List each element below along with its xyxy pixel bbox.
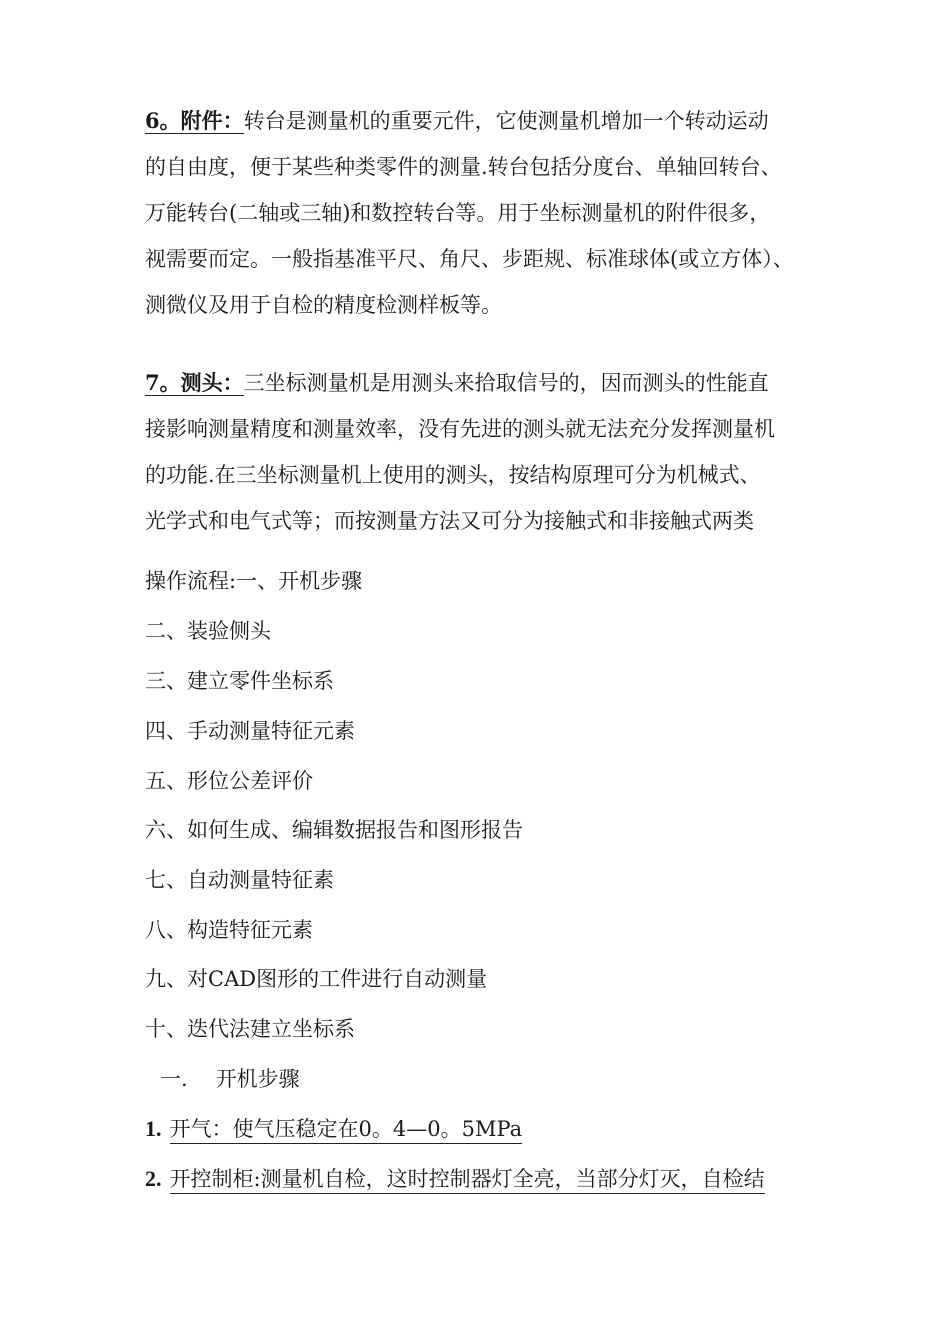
section-7-line-2: 接影响测量精度和测量效率，没有先进的测头就无法充分发挥测量机 (145, 417, 775, 441)
flow-item: 三、建立零件坐标系 (145, 669, 334, 693)
section-6-line-2: 的自由度，便于某些种类零件的测量.转台包括分度台、单轴回转台、 (145, 155, 782, 179)
step-item (145, 1164, 765, 1194)
section-6-paragraph (145, 98, 815, 328)
step-number: 1. (145, 1116, 162, 1141)
startup-heading (160, 1064, 300, 1094)
step-text: 开气：使气压稳定在0。4—0。5MPa (170, 1117, 523, 1144)
flow-title: 操作流程:一、开机步骤 (145, 569, 363, 593)
section-6-line-3: 万能转台(二轴或三轴)和数控转台等。用于坐标测量机的附件很多， (145, 201, 771, 225)
flow-item: 五、形位公差评价 (145, 769, 313, 793)
flow-item: 二、装验侧头 (145, 619, 271, 643)
flow-item: 四、手动测量特征元素 (145, 719, 355, 743)
flow-item: 八、构造特征元素 (145, 918, 313, 942)
flow-item: 七、自动测量特征素 (145, 868, 334, 892)
section-6-line-4: 视需要而定。一般指基准平尺、角尺、步距规、标准球体(或立方体）、 (145, 247, 794, 271)
section-6-lead: 6。附件： (145, 108, 244, 133)
step-text: 开控制柜:测量机自检，这时控制器灯全亮，当部分灯灭，自检结 (170, 1167, 765, 1194)
flow-item: 六、如何生成、编辑数据报告和图形报告 (145, 818, 523, 842)
section-7-line-3: 的功能.在三坐标测量机上使用的测头，按结构原理可分为机械式、 (145, 463, 761, 487)
section-6-text: 转台是测量机的重要元件，它使测量机增加一个转动运动 (243, 109, 769, 133)
section-7-text: 三坐标测量机是用测头来拾取信号的，因而测头的性能直 (243, 371, 769, 395)
section-7-line-1 (145, 360, 815, 406)
step-item (145, 1114, 522, 1144)
section-7-paragraph (145, 360, 815, 544)
section-7-lead: 7。测头： (145, 370, 244, 395)
section-6-line-5: 测微仪及用于自检的精度检测样板等。 (145, 293, 502, 317)
section-7-line-4: 光学式和电气式等；而按测量方法又可分为接触式和非接触式两类 (145, 509, 754, 533)
startup-heading-marker: 一. (160, 1067, 188, 1091)
section-6-line-1 (145, 98, 815, 144)
flow-item: 十、迭代法建立坐标系 (145, 1017, 355, 1041)
startup-heading-text: 开机步骤 (215, 1067, 300, 1091)
step-number: 2. (145, 1166, 162, 1191)
flow-item: 九、对CAD图形的工件进行自动测量 (145, 967, 488, 991)
